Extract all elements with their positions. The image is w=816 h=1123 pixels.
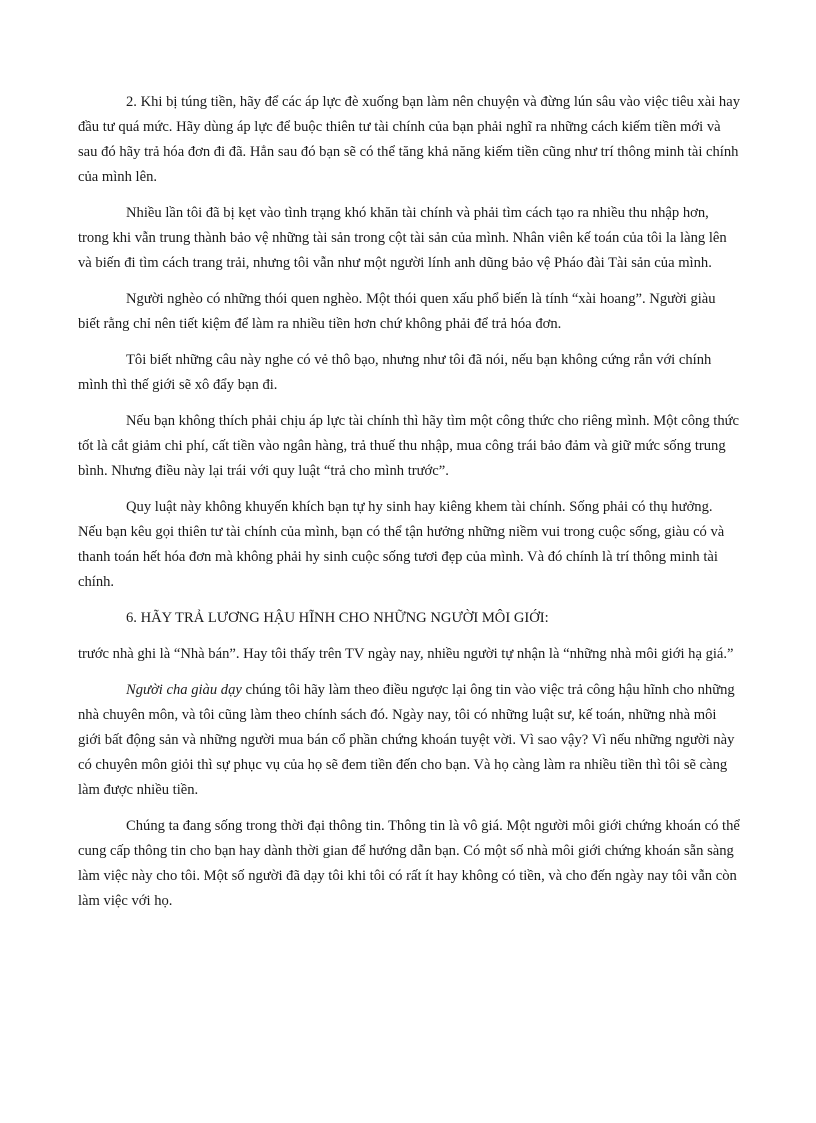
document-page xyxy=(78,90,740,925)
section-heading-6: 6. HÃY TRẢ LƯƠNG HẬU HĨNH CHO NHỮNG NGƯỜI MÔI GIỚI: xyxy=(126,610,549,626)
paragraph-8 xyxy=(78,678,740,803)
paragraph-6: Quy luật này không khuyến khích bạn tự hy sinh hay kiêng khem tài chính. Sống phải có thụ hưởng. Nếu bạn kêu gọi thiên tư tài chính của mình, bạn có thể tận hưởng những niềm vui trong cuộc sống, giàu có và thanh toán hết hóa đơn mà không phải hy sinh cuộc sống tươi đẹp của mình. Và đó chính là trí thông minh tài chính. xyxy=(78,499,725,590)
paragraph-8-emphasis: Người cha giàu dạy xyxy=(126,682,242,698)
paragraph-1: 2. Khi bị túng tiền, hãy để các áp lực đè xuống bạn làm nên chuyện và đừng lún sâu vào việc tiêu xài hay đầu tư quá mức. Hãy dùng áp lực để buộc thiên tư tài chính của bạn phải nghĩ ra những cách kiếm tiền mới và sau đó hãy trả hóa đơn đi đã. Hẳn sau đó bạn sẽ có thể tăng khả năng kiếm tiền cũng như trí thông minh tài chính của mình lên. xyxy=(78,94,740,185)
paragraph-5: Nếu bạn không thích phải chịu áp lực tài chính thì hãy tìm một công thức cho riêng mình. Một công thức tốt là cắt giảm chi phí, cất tiền vào ngân hàng, trả thuế thu nhập, mua công trái bảo đảm và giữ mức sống trung bình. Nhưng điều này lại trái với quy luật “trả cho mình trước”. xyxy=(78,413,740,479)
paragraph-7: trước nhà ghi là “Nhà bán”. Hay tôi thấy trên TV ngày nay, nhiều người tự nhận là “những nhà môi giới hạ giá.” xyxy=(78,646,734,662)
paragraph-9: Chúng ta đang sống trong thời đại thông tin. Thông tin là vô giá. Một người môi giới chứng khoán có thể cung cấp thông tin cho bạn hay dành thời gian để hướng dẫn bạn. Có một số nhà môi giới chứng khoán sẵn sàng làm việc này cho tôi. Một số người đã dạy tôi khi tôi có rất ít hay không có tiền, và cho đến ngày nay tôi vẫn còn làm việc với họ. xyxy=(78,818,740,909)
paragraph-3: Người nghèo có những thói quen nghèo. Một thói quen xấu phổ biến là tính “xài hoang”. Người giàu biết rằng chỉ nên tiết kiệm để làm ra nhiều tiền hơn chứ không phải để trả hóa đơn. xyxy=(78,291,716,332)
paragraph-8-text: chúng tôi hãy làm theo điều ngược lại ông tin vào việc trả công hậu hĩnh cho những nhà chuyên môn, và tôi cũng làm theo chính sách đó. Ngày nay, tôi có những luật sư, kế toán, những nhà môi giới bất động sản và những người mua bán cổ phần chứng khoán tuyệt vời. Vì sao vậy? Vì nếu những người này có chuyên môn giỏi thì sự phục vụ của họ sẽ đem tiền đến cho bạn. Và họ càng làm ra nhiều tiền thì tôi sẽ càng làm được nhiều tiền. xyxy=(78,682,735,798)
paragraph-2: Nhiều lần tôi đã bị kẹt vào tình trạng khó khăn tài chính và phải tìm cách tạo ra nhiều thu nhập hơn, trong khi vẫn trung thành bảo vệ những tài sản trong cột tài sản của mình. Nhân viên kế toán của tôi la làng lên và biến đi tìm cách trang trải, nhưng tôi vẫn như một người lính anh dũng bảo vệ Pháo đài Tài sản của mình. xyxy=(78,205,727,271)
paragraph-4: Tôi biết những câu này nghe có vẻ thô bạo, nhưng như tôi đã nói, nếu bạn không cứng rắn với chính mình thì thế giới sẽ xô đẩy bạn đi. xyxy=(78,352,712,393)
